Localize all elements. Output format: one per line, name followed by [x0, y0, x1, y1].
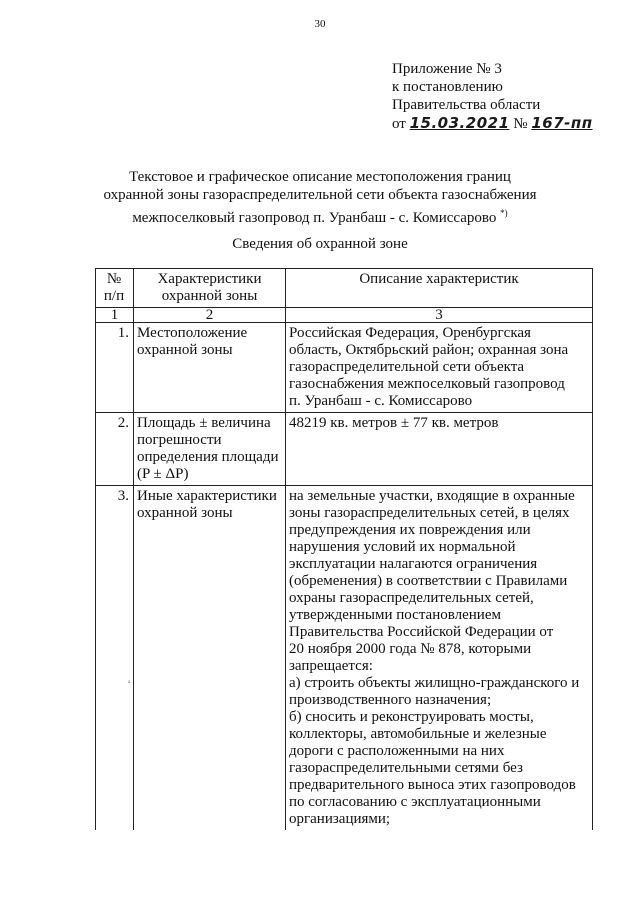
- description-line: газораспределительными сетями без: [289, 760, 523, 776]
- description-line: газораспределительной сети объекта: [289, 359, 525, 375]
- characteristic-line: (P ± ΔP): [137, 466, 189, 482]
- description-line: коллекторы, автомобильные и железные: [289, 726, 547, 742]
- column-number-3: 3: [286, 308, 593, 323]
- title-line-2: охранной зоны газораспределительной сети объекта газоснабжения: [103, 187, 537, 203]
- number-prefix: №: [513, 116, 528, 132]
- table-header-row: [96, 269, 593, 308]
- title-line-3-wrap: [0, 204, 640, 227]
- appendix-line-3: Правительства области: [392, 97, 541, 113]
- section-subtitle: Сведения об охранной зоне: [232, 236, 408, 252]
- description-line: на земельные участки, входящие в охранные: [289, 488, 575, 504]
- handwritten-date: 15.03.2021: [409, 114, 510, 132]
- row-characteristic: [134, 413, 286, 486]
- characteristic-line: Площадь ± величина: [137, 415, 271, 431]
- header-col-number: № п/п: [96, 269, 134, 308]
- row-number: 1.: [96, 323, 134, 413]
- appendix-block: [392, 60, 593, 133]
- table-row: [96, 486, 593, 831]
- description-line: эксплуатации налагаются ограничения: [289, 556, 538, 572]
- characteristic-line: охранной зоны: [137, 505, 233, 521]
- row-description: [286, 323, 593, 413]
- header-col-characteristic: Характеристики охранной зоны: [134, 269, 286, 308]
- description-line: нарушения условий их нормальной: [289, 539, 516, 555]
- row-characteristic: [134, 486, 286, 831]
- description-line: зоны газораспределительных сетей, в целях: [289, 505, 570, 521]
- date-prefix: от: [392, 116, 406, 132]
- scan-mark: ᵃ: [128, 678, 131, 687]
- page-number: 30: [314, 18, 326, 30]
- description-line: Российская Федерация, Оренбургская: [289, 325, 531, 341]
- description-line: (обременения) в соответствии с Правилами: [289, 573, 568, 589]
- appendix-line-2: к постановлению: [392, 79, 503, 95]
- description-line: а) строить объекты жилищно-гражданского и: [289, 675, 580, 691]
- description-line: б) сносить и реконструировать мосты,: [289, 709, 534, 725]
- row-description: [286, 413, 593, 486]
- row-characteristic: [134, 323, 286, 413]
- characteristic-line: Местоположение: [137, 325, 248, 341]
- description-line: производственного назначения;: [289, 692, 492, 708]
- row-number: 3.: [96, 486, 134, 831]
- description-line: Правительства Российской Федерации от: [289, 624, 554, 640]
- appendix-line-1: Приложение № 3: [392, 61, 502, 77]
- column-number-2: 2: [134, 308, 286, 323]
- row-description: [286, 486, 593, 831]
- description-line: область, Октябрьский район; охранная зона: [289, 342, 569, 358]
- characteristic-line: Иные характеристики: [137, 488, 277, 504]
- description-line: предупреждения их повреждения или: [289, 522, 531, 538]
- column-number-row: [96, 308, 593, 323]
- characteristic-line: охранной зоны: [137, 342, 233, 358]
- description-line: газоснабжения межпоселковый газопровод: [289, 376, 565, 392]
- characteristic-line: погрешности: [137, 432, 222, 448]
- description-line: утвержденными постановлением: [289, 607, 501, 623]
- description-line: предварительного выноса этих газопроводов: [289, 777, 576, 793]
- appendix-date-line: [392, 114, 593, 133]
- characteristic-line: определения площади: [137, 449, 279, 465]
- column-number-1: 1: [96, 308, 134, 323]
- description-line: по согласованию с эксплуатационными: [289, 794, 541, 810]
- description-line: охраны газораспределительных сетей,: [289, 590, 534, 606]
- document-title: [0, 168, 640, 227]
- header-col-description: Описание характеристик: [286, 269, 593, 308]
- table-row: [96, 413, 593, 486]
- row-number: 2.: [96, 413, 134, 486]
- handwritten-number: 167-пп: [531, 114, 593, 132]
- description-line: организациями;: [289, 811, 391, 827]
- footnote-mark: *): [500, 208, 508, 218]
- table-row: [96, 323, 593, 413]
- description-line: 20 ноября 2000 года № 878, которыми: [289, 641, 532, 657]
- title-line-3: межпоселковый газопровод п. Уранбаш - с. Комиссарово: [132, 210, 497, 226]
- description-line: дороги с расположенными на них: [289, 743, 505, 759]
- description-line: п. Уранбаш - с. Комиссарово: [289, 393, 473, 409]
- description-line: 48219 кв. метров ± 77 кв. метров: [289, 415, 499, 431]
- description-line: запрещается:: [289, 658, 373, 674]
- title-line-1: Текстовое и графическое описание местоположения границ: [129, 169, 511, 185]
- zone-info-table: [95, 268, 593, 830]
